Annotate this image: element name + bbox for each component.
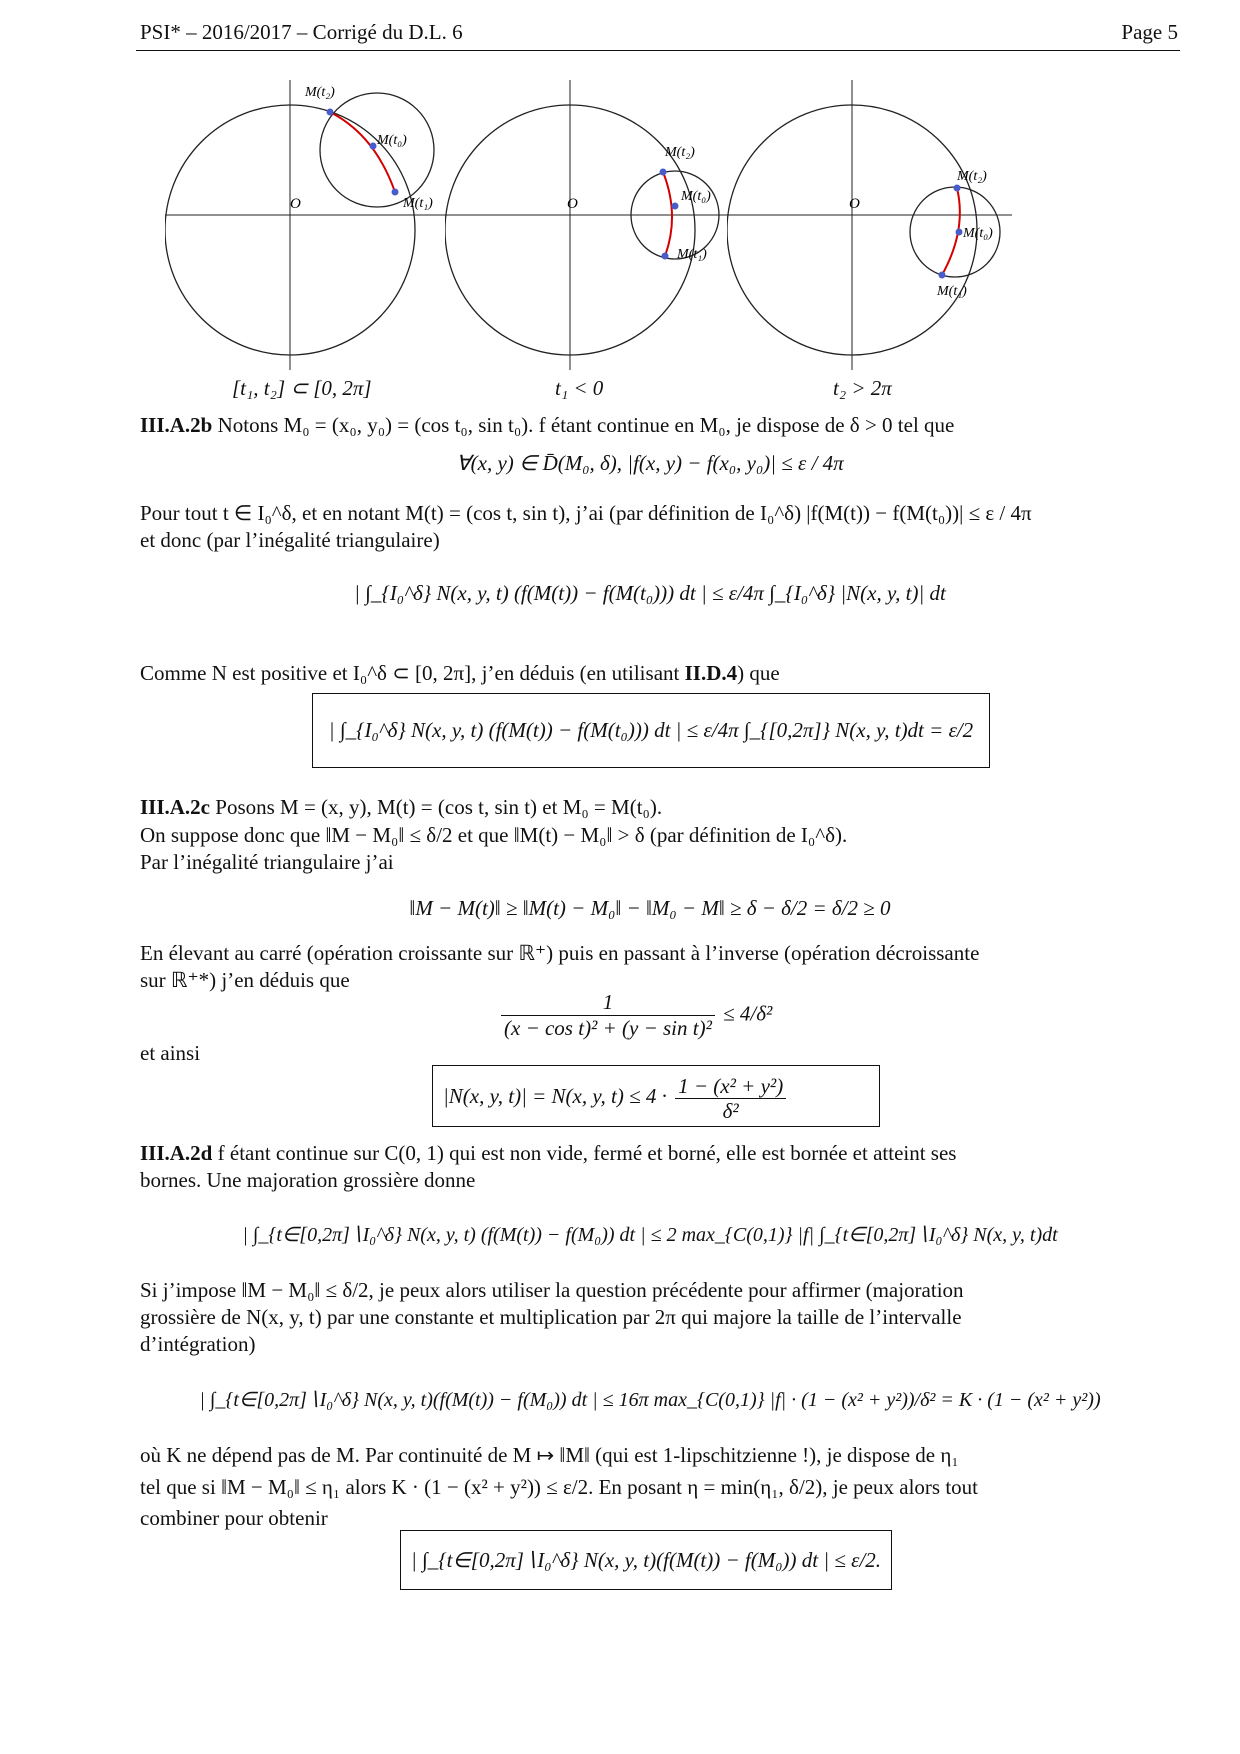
- page-number: Page 5: [1121, 20, 1178, 44]
- fig2-caption: t₁ < 0: [555, 376, 604, 400]
- s2b-line2: Pour tout t ∈ I₀^δ, et en notant M(t) = (cos t, sin t), j’ai (par définition de I₀^δ) |f(M(t)) − f(M(t₀))| ≤ ε / 4π: [140, 501, 1032, 525]
- fig2-label-t1: M(t₁): [677, 247, 707, 262]
- s2c-line3: Par l’inégalité triangulaire j’ai: [140, 850, 394, 874]
- s2d-boxed-result: | ∫_{t∈[0,2π]∖I₀^δ} N(x, y, t)(f(M(t)) − f(M₀)) dt | ≤ ε/2.: [400, 1530, 892, 1590]
- fig3-label-t0: M(t₀): [963, 226, 993, 241]
- s2b-line4: Comme N est positive et I₀^δ ⊂ [0, 2π], j’en déduis (en utilisant II.D.4) que: [140, 661, 780, 685]
- s2d-eq2: | ∫_{t∈[0,2π]∖I₀^δ} N(x, y, t)(f(M(t)) − f(M₀)) dt | ≤ 16π max_{C(0,1)} |f| · (1 − (x² + y²))/δ² = K · (1 − (x² + y²)): [199, 1389, 1101, 1411]
- s2c-line2: On suppose donc que ‖M − M₀‖ ≤ δ/2 et que ‖M(t) − M₀‖ > δ (par définition de I₀^δ).: [140, 823, 848, 847]
- s2d-line4: grossière de N(x, y, t) par une constante et multiplication par 2π qui majore la taille de l’intervalle: [140, 1305, 962, 1329]
- fig3-caption: t₂ > 2π: [833, 376, 892, 400]
- fig1-caption: [t₁, t₂] ⊂ [0, 2π]: [232, 376, 372, 400]
- s2d-line6: où K ne dépend pas de M. Par continuité de M ↦ ‖M‖ (qui est 1-lipschitzienne !), je dispose de η₁: [140, 1443, 959, 1467]
- fig3-label-t1: M(t₁): [937, 284, 967, 299]
- s2b-boxed-result: | ∫_{I₀^δ} N(x, y, t) (f(M(t)) − f(M(t₀))) dt | ≤ ε/4π ∫_{[0,2π]} N(x, y, t)dt = ε/2: [312, 693, 990, 768]
- fig2-label-t2: M(t₂): [665, 145, 695, 160]
- s2b-intro: III.A.2b Notons M₀ = (x₀, y₀) = (cos t₀, sin t₀). f étant continue en M₀, je dispose de δ > 0 tel que: [140, 413, 955, 437]
- s2d-line5: d’intégration): [140, 1332, 256, 1356]
- ref-II-D-4: II.D.4: [684, 661, 738, 685]
- figure-3: [727, 80, 1027, 370]
- header-title: PSI* – 2016/2017 – Corrigé du D.L. 6: [140, 20, 463, 44]
- svg-text:O: O: [567, 196, 578, 212]
- s2c-title: III.A.2c: [140, 795, 211, 819]
- s2d-line8: combiner pour obtenir: [140, 1506, 328, 1530]
- s2c-line4: En élevant au carré (opération croissante sur ℝ⁺) puis en passant à l’inverse (opération décroissante: [140, 941, 980, 965]
- s2c-boxed-result: |N(x, y, t)| = N(x, y, t) ≤ 4 · $\frac{\text{1 − (x² + y²)}}{\text{δ²}}$: [432, 1065, 880, 1127]
- s2c-eq1: ‖M − M(t)‖ ≥ ‖M(t) − M₀‖ − ‖M₀ − M‖ ≥ δ − δ/2 = δ/2 ≥ 0: [409, 896, 891, 920]
- s2c-intro: III.A.2c Posons M = (x, y), M(t) = (cos t, sin t) et M₀ = M(t₀).: [140, 795, 663, 819]
- fig1-label-t1: M(t₁): [403, 196, 433, 211]
- s2b-eq2: | ∫_{I₀^δ} N(x, y, t) (f(M(t)) − f(M(t₀))) dt | ≤ ε/4π ∫_{I₀^δ} |N(x, y, t)| dt: [354, 581, 946, 605]
- s2d-line3: Si j’impose ‖M − M₀‖ ≤ δ/2, je peux alors utiliser la question précédente pour affirmer (majoration: [140, 1278, 964, 1302]
- s2c-eq2-rhs: ≤ 4/δ²: [723, 1001, 773, 1026]
- s2c-line5: sur ℝ⁺*) j’en déduis que: [140, 968, 350, 992]
- s2d-line7: tel que si ‖M − M₀‖ ≤ η₁ alors K · (1 − (x² + y²)) ≤ ε/2. En posant η = min(η₁, δ/2), je peux alors tout: [140, 1475, 978, 1499]
- figure-1: [165, 80, 455, 370]
- fig2-label-t0: M(t₀): [681, 189, 711, 204]
- figure-2: [445, 80, 735, 370]
- svg-text:O: O: [849, 196, 860, 212]
- s2d-title: III.A.2d: [140, 1141, 213, 1165]
- fig3-label-t2: M(t₂): [957, 169, 987, 184]
- header-rule: [136, 50, 1180, 51]
- s2c-eq2-num: 1: [501, 990, 715, 1016]
- s2c-eq2-den: (x − cos t)² + (y − sin t)²: [504, 1016, 712, 1040]
- fig1-label-t0: M(t₀): [377, 133, 407, 148]
- s2d-eq1: | ∫_{t∈[0,2π]∖I₀^δ} N(x, y, t) (f(M(t)) − f(M₀)) dt | ≤ 2 max_{C(0,1)} |f| ∫_{t∈[0,2π]∖I₀^δ} N(x, y, t)dt: [242, 1224, 1058, 1246]
- origin-label: O: [290, 196, 301, 212]
- s2b-title: III.A.2b: [140, 413, 213, 437]
- s2c-eq2: [498, 990, 772, 1041]
- fig1-label-t2: M(t₂): [305, 85, 335, 100]
- s2b-eq1: ∀(x, y) ∈ D̄(M₀, δ), |f(x, y) − f(x₀, y₀)| ≤ ε / 4π: [456, 451, 844, 475]
- s2c-line6: et ainsi: [140, 1041, 201, 1065]
- s2d-line2: bornes. Une majoration grossière donne: [140, 1168, 476, 1192]
- s2b-line3: et donc (par l’inégalité triangulaire): [140, 528, 440, 552]
- s2d-intro: III.A.2d f étant continue sur C(0, 1) qui est non vide, fermé et borné, elle est bornée et atteint ses: [140, 1141, 957, 1165]
